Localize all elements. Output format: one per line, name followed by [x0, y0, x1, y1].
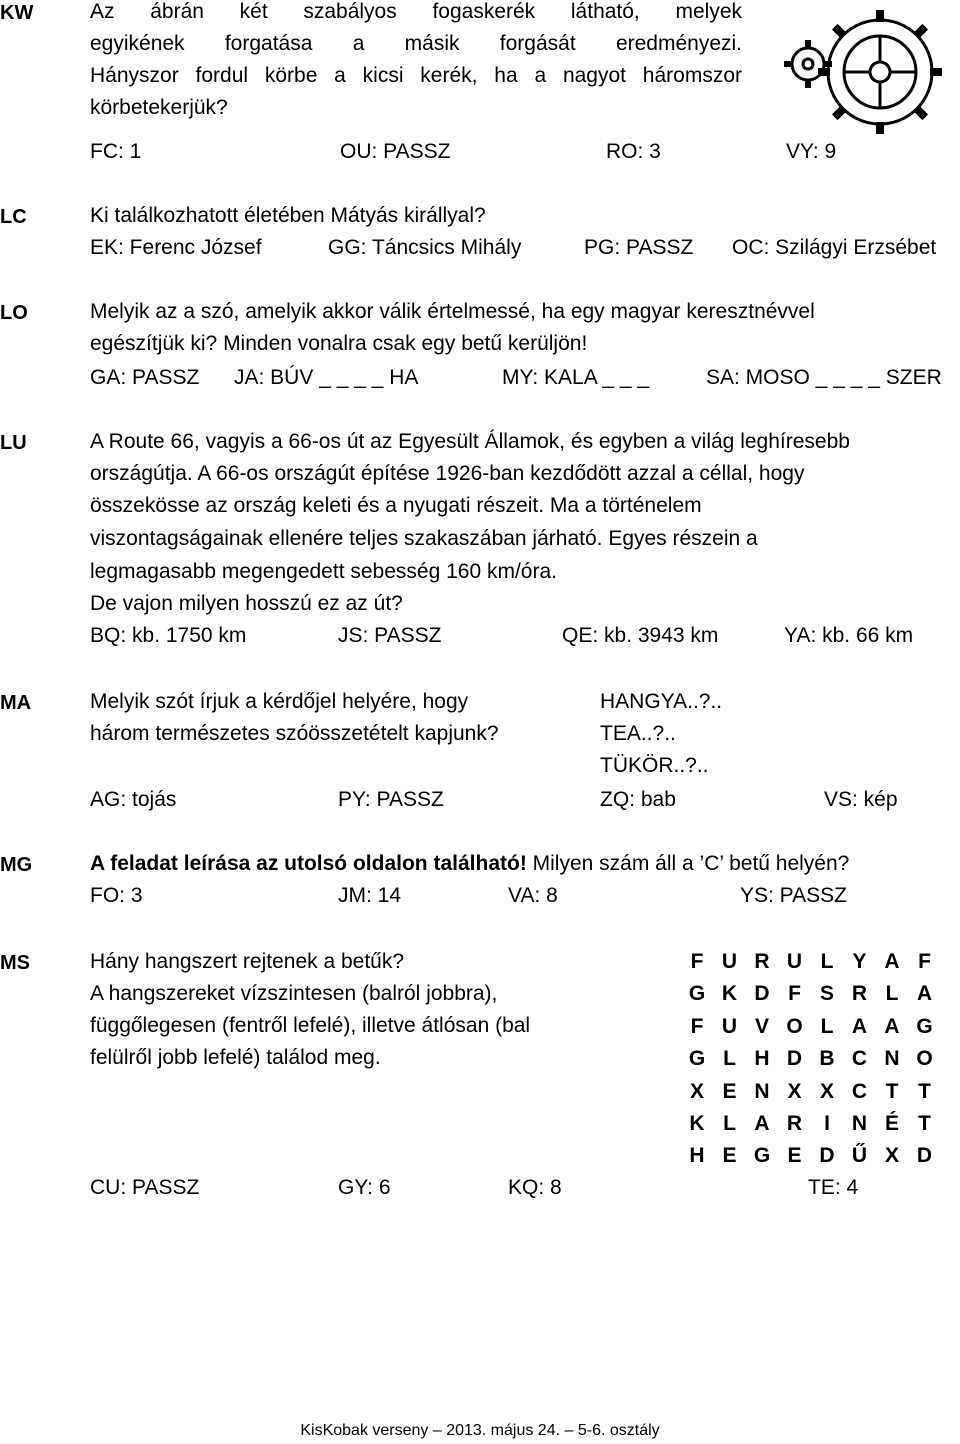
- answer-vs[interactable]: VS: kép: [824, 788, 898, 811]
- answer-oc[interactable]: OC: Szilágyi Erzsébet: [732, 236, 937, 259]
- grid-letter: T: [918, 1112, 931, 1135]
- answer-ou[interactable]: OU: PASSZ: [340, 140, 451, 163]
- grid-letter: T: [918, 1079, 931, 1103]
- q5-word-1: HANGYA..?..: [600, 690, 723, 713]
- grid-letter: D: [786, 1047, 803, 1071]
- q4-line-4: viszontagságainak ellenére teljes szakaszában járható. Egyes részein a: [90, 527, 758, 550]
- grid-letter: G: [688, 982, 706, 1006]
- answer-gg[interactable]: GG: Táncsics Mihály: [328, 236, 522, 259]
- question-code-ms: MS: [0, 952, 30, 974]
- answer-bq[interactable]: BQ: kb. 1750 km: [90, 624, 247, 647]
- grid-letter: O: [916, 1047, 933, 1071]
- q1-line-2: egyikének forgatása a másik forgását eredményezi.: [90, 32, 742, 55]
- grid-letter: H: [689, 1144, 705, 1168]
- question-code-lu: LU: [0, 432, 27, 454]
- q7-line-4: felülről jobb lefelé) találod meg.: [90, 1046, 381, 1069]
- grid-letter: É: [884, 1112, 899, 1135]
- q6-question-rest: Milyen szám áll a ’C’ betű helyén?: [526, 852, 850, 875]
- grid-letter: R: [786, 1112, 803, 1135]
- grid-letter: S: [819, 982, 834, 1006]
- question-code-ma: MA: [0, 692, 32, 714]
- gears-illustration: [780, 0, 960, 150]
- question-code-lo: LO: [0, 302, 28, 324]
- answer-ek[interactable]: EK: Ferenc József: [90, 236, 262, 259]
- grid-letter: F: [788, 982, 801, 1006]
- q4-line-1: A Route 66, vagyis a 66-os út az Egyesült Államok, és egyben a világ leghíresebb: [90, 430, 850, 453]
- grid-letter: N: [851, 1112, 868, 1135]
- grid-letter: L: [820, 950, 834, 973]
- grid-letter: A: [851, 1014, 868, 1038]
- grid-letter: E: [787, 1144, 802, 1168]
- answer-js[interactable]: JS: PASSZ: [338, 624, 442, 647]
- large-gear-icon: [828, 20, 932, 124]
- answer-va[interactable]: VA: 8: [508, 884, 558, 907]
- q7-line-3: függőlegesen (fentről lefelé), illetve átlósan (bal: [90, 1014, 531, 1037]
- question-code-lc: LC: [0, 206, 27, 228]
- grid-letter: F: [690, 950, 704, 973]
- q4-line-3: összekösse az ország keleti és a nyugati részeit. Ma a történelem: [90, 494, 702, 517]
- grid-letter: D: [754, 982, 770, 1006]
- q6-question: [90, 852, 849, 876]
- grid-letter: A: [754, 1112, 770, 1135]
- answer-kq[interactable]: KQ: 8: [508, 1176, 562, 1199]
- grid-letter: L: [723, 1112, 736, 1135]
- grid-letter: G: [916, 1014, 933, 1038]
- q5-word-3: TÜKÖR..?..: [600, 754, 709, 777]
- answer-jm[interactable]: JM: 14: [338, 884, 402, 907]
- grid-letter: D: [916, 1144, 933, 1168]
- grid-letter: Ű: [851, 1144, 868, 1168]
- q7-line-2: A hangszereket vízszintesen (balról jobbra),: [90, 982, 498, 1005]
- grid-letter: R: [851, 982, 868, 1006]
- grid-letter: D: [819, 1144, 835, 1168]
- q2-question: Ki találkozhatott életében Mátyás királlyal?: [90, 204, 486, 227]
- grid-letter: X: [819, 1079, 834, 1103]
- grid-letter: G: [753, 1144, 771, 1168]
- grid-letter: L: [820, 1014, 834, 1038]
- grid-letter: X: [787, 1079, 802, 1103]
- grid-letter: A: [884, 1014, 900, 1038]
- grid-letter: X: [689, 1079, 704, 1103]
- grid-letter: R: [754, 950, 770, 973]
- q3-line-2: egészítjük ki? Minden vonalra csak egy betű kerüljön!: [90, 332, 588, 355]
- grid-letter: N: [754, 1079, 770, 1103]
- grid-letter: O: [786, 1014, 803, 1038]
- answer-my[interactable]: MY: KALA _ _ _: [502, 366, 650, 389]
- grid-letter: U: [786, 950, 803, 973]
- q1-line-4: körbetekerjük?: [90, 96, 228, 119]
- answer-zq[interactable]: ZQ: bab: [600, 788, 676, 811]
- grid-letter: Y: [852, 950, 867, 973]
- answer-ag[interactable]: AG: tojás: [90, 788, 177, 811]
- grid-letter: F: [690, 1014, 704, 1038]
- q5-word-2: TEA..?..: [600, 722, 676, 745]
- answer-ya[interactable]: YA: kb. 66 km: [784, 624, 914, 647]
- grid-letter: K: [721, 982, 738, 1006]
- q6-bold-note: A feladat leírása az utolsó oldalon található!: [90, 852, 527, 875]
- answer-gy[interactable]: GY: 6: [338, 1176, 391, 1199]
- grid-letter: A: [884, 950, 900, 973]
- grid-letter: E: [722, 1079, 737, 1103]
- answer-vy[interactable]: VY: 9: [786, 140, 837, 163]
- q4-line-6: De vajon milyen hosszú ez az út?: [90, 592, 403, 615]
- q3-line-1: Melyik az a szó, amelyik akkor válik értelmessé, ha egy magyar keresztnévvel: [90, 300, 815, 323]
- grid-letter: E: [722, 1144, 737, 1168]
- answer-py[interactable]: PY: PASSZ: [338, 788, 444, 811]
- grid-letter: C: [851, 1047, 868, 1071]
- q1-line-3: Hányszor fordul körbe a kicsi kerék, ha a nagyot háromszor: [90, 64, 742, 87]
- grid-letter: V: [754, 1014, 769, 1038]
- q5-line-1: Melyik szót írjuk a kérdőjel helyére, hogy: [90, 690, 469, 713]
- q1-line-1: Az ábrán két szabályos fogaskerék látható, melyek: [90, 0, 742, 23]
- answer-ro[interactable]: RO: 3: [606, 140, 661, 163]
- q4-line-2: országútja. A 66-os országút építése 1926-ban kezdődött azzal a céllal, hogy: [90, 462, 805, 485]
- grid-letter: N: [884, 1047, 900, 1071]
- small-gear-icon: [792, 48, 824, 80]
- answer-ys[interactable]: YS: PASSZ: [740, 884, 847, 907]
- answer-cu[interactable]: CU: PASSZ: [90, 1176, 200, 1199]
- answer-te[interactable]: TE: 4: [808, 1176, 859, 1199]
- q4-line-5: legmagasabb megengedett sebesség 160 km/óra.: [90, 560, 557, 583]
- answer-pg[interactable]: PG: PASSZ: [584, 236, 694, 259]
- grid-letter: X: [884, 1144, 899, 1168]
- answer-ga[interactable]: GA: PASSZ: [90, 366, 200, 389]
- grid-letter: L: [885, 982, 899, 1006]
- large-gear-teeth: [818, 10, 942, 134]
- question-code-mg: MG: [0, 854, 33, 876]
- answer-fc[interactable]: FC: 1: [90, 140, 142, 163]
- grid-letter: L: [723, 1047, 736, 1071]
- answer-qe[interactable]: QE: kb. 3943 km: [562, 624, 719, 647]
- grid-letter: G: [688, 1047, 706, 1071]
- answer-sa[interactable]: SA: MOSO _ _ _ _ SZER: [706, 366, 942, 389]
- grid-letter: C: [851, 1079, 868, 1103]
- answer-fo[interactable]: FO: 3: [90, 884, 143, 907]
- q5-line-2: három természetes szóösszetételt kapjunk?: [90, 722, 499, 745]
- grid-letter: K: [689, 1112, 705, 1135]
- q7-line-1: Hány hangszert rejtenek a betűk?: [90, 950, 405, 973]
- grid-letter: H: [754, 1047, 770, 1071]
- page-footer: KisKobak verseny – 2013. május 24. – 5-6. osztály: [300, 1422, 660, 1439]
- grid-letter: U: [721, 950, 738, 973]
- grid-letter: T: [885, 1079, 899, 1103]
- grid-letter: F: [918, 950, 931, 973]
- grid-letter: A: [916, 982, 933, 1006]
- grid-letter: I: [824, 1112, 830, 1135]
- answer-ja[interactable]: JA: BÚV _ _ _ _ HA: [234, 366, 419, 389]
- grid-letter: U: [721, 1014, 738, 1038]
- question-code-kw: KW: [0, 2, 34, 24]
- grid-letter: B: [819, 1047, 835, 1071]
